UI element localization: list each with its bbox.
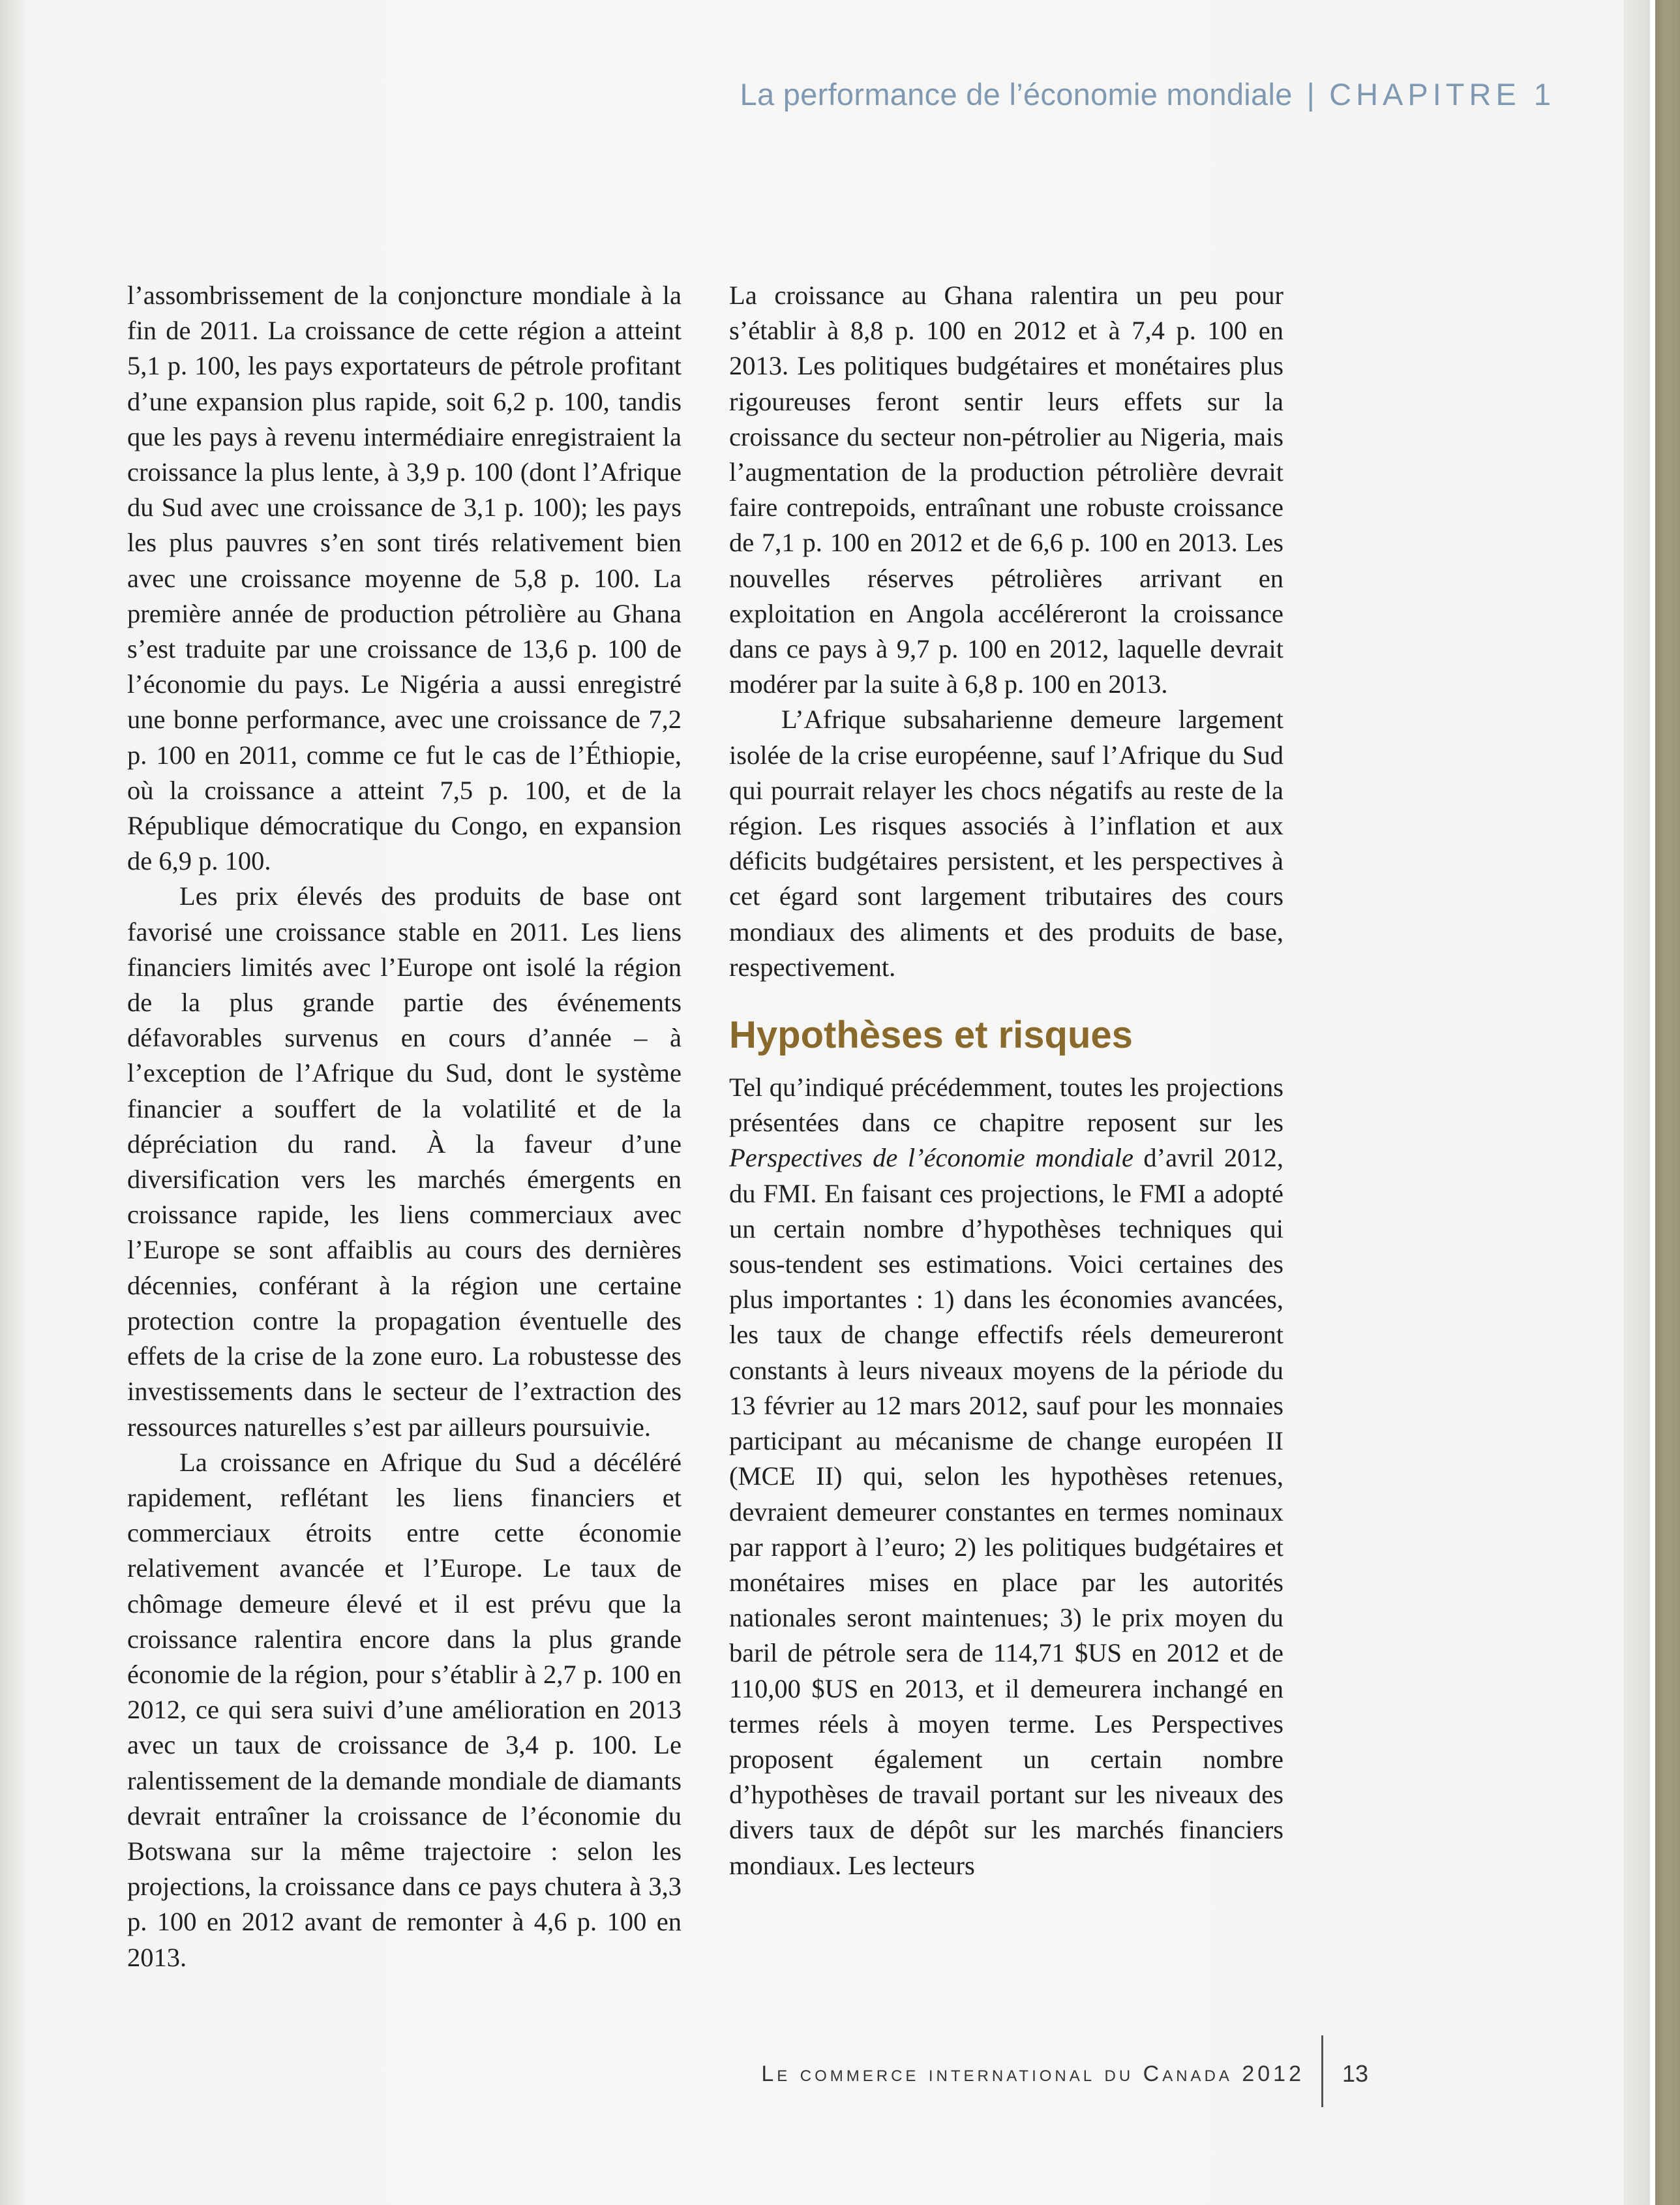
left-text-column — [127, 278, 682, 1975]
header-separator: | — [1306, 77, 1315, 112]
paragraph — [729, 1070, 1283, 1883]
paragraph-text: Tel qu’indiqué précédemment, toutes les projections présentées dans ce chapitre reposent sur les — [729, 1072, 1283, 1138]
publication-title: Perspectives de l’économie mondiale — [729, 1143, 1133, 1173]
paragraph: l’assombrissement de la conjoncture mondiale à la fin de 2011. La croissance de cette région a atteint 5,1 p. 100, les pays exportateurs de pétrole profitant d’une expansion plus rapide, soit 6,2 p. 100, tandis que les pays à revenu intermédiaire enregistraient la croissance la plus lente, à 3,9 p. 100 (dont l’Afrique du Sud avec une croissance de 3,1 p. 100); les pays les plus pauvres s’en sont tirés relativement bien avec une croissance moyenne de 5,8 p. 100. La première année de production pétrolière au Ghana s’est traduite par une croissance de 13,6 p. 100 de l’économie du pays. Le Nigéria a aussi enregistré une bonne performance, avec une croissance de 7,2 p. 100 en 2011, comme ce fut le cas de l’Éthiopie, où la croissance a atteint 7,5 p. 100, et de la République démocratique du Congo, en expansion de 6,9 p. 100. — [127, 281, 682, 876]
paragraph: L’Afrique subsaharienne demeure largement isolée de la crise européenne, sauf l’Afrique du Sud qui pourrait relayer les chocs négatifs au reste de la région. Les risques associés à l’inflation et aux déficits budgétaires persistent, et les perspectives à cet égard sont largement tributaires des cours mondiaux des aliments et des produits de base, respectivement. — [729, 705, 1283, 982]
paragraph: Les prix élevés des produits de base ont favorisé une croissance stable en 2011. Les liens financiers limités avec l’Europe ont isolé la région de la plus grande partie des événements défavorables survenus en cours d’année – à l’exception de l’Afrique du Sud, dont le système financier a souffert de la volatilité et de la dépréciation du rand. À la faveur d’une diversification vers les marchés émergents en croissance rapide, les liens commerciaux avec l’Europe se sont affaiblis au cours des dernières décennies, conférant à la région une certaine protection contre la propagation éventuelle des effets de la crise de la zone euro. La robustesse des investissements dans le secteur de l’extraction des ressources naturelles s’est par ailleurs poursuivie. — [127, 881, 682, 1442]
page-number: 13 — [1342, 2060, 1369, 2087]
background-board — [1655, 0, 1680, 2205]
paragraph: La croissance au Ghana ralentira un peu pour s’établir à 8,8 p. 100 en 2012 et à 7,4 p. 100 en 2013. Les politiques budgétaires et monétaires plus rigoureuses feront sentir leurs effets sur la croissance du secteur non-pétrolier au Nigeria, mais l’augmentation de la production pétrolière devrait faire contrepoids, entraînant une robuste croissance de 7,1 p. 100 en 2012 et de 6,6 p. 100 en 2013. Les nouvelles réserves pétrolières arrivant en exploitation en Angola accéléreront la croissance dans ce pays à 9,7 p. 100 en 2012, laquelle devrait modérer par la suite à 6,8 p. 100 en 2013. — [729, 281, 1283, 699]
footer-publication-title: Le commerce international du Canada 2012 — [761, 2061, 1304, 2086]
paragraph-text: d’avril 2012, du FMI. En faisant ces projections, le FMI a adopté un certain nombre d’hypothèses techniques qui sous-tendent ses estimations. Voici certaines des plus importantes : 1) dans les économies avancées, les taux de change effectifs réels demeureront constants à leurs niveaux moyens de la période du 13 février au 12 mars 2012, sauf pour les monnaies participant au mécanisme de change européen II (MCE II) qui, selon les hypothèses retenues, devraient demeurer constantes en termes nominaux par rapport à l’euro; 2) les politiques budgétaires et monétaires mises en place par les autorités nationales seront maintenues; 3) le prix moyen du baril de pétrole sera de 114,71 $US en 2012 et de 110,00 $US en 2013, et il demeurera inchangé en termes réels à moyen terme. Les Perspectives proposent également un certain nombre d’hypothèses de travail portant sur les niveaux des divers taux de dépôt sur les marchés financiers mondiaux. Les lecteurs — [729, 1143, 1283, 1880]
header-section-title: La performance de l’économie mondiale — [740, 77, 1293, 112]
header-chapter-label: CHAPITRE 1 — [1329, 77, 1555, 112]
footer-divider — [1321, 2035, 1323, 2107]
right-text-column — [729, 278, 1283, 1883]
paragraph: La croissance en Afrique du Sud a décéléré rapidement, reflétant les liens financiers et commerciaux étroits entre cette économie relativement avancée et l’Europe. Le taux de chômage demeure élevé et il est prévu que la croissance ralentira encore dans la plus grande économie de la région, pour s’établir à 2,7 p. 100 en 2012, ce qui sera suivi d’une amélioration en 2013 avec un taux de croissance de 3,4 p. 100. Le ralentissement de la demande mondiale de diamants devrait entraîner la croissance de l’économie du Botswana sur la même trajectoire : selon les projections, la croissance dans ce pays chutera à 3,3 p. 100 en 2012 avant de remonter à 4,6 p. 100 en 2013. — [127, 1447, 682, 1972]
section-heading: Hypothèses et risques — [729, 1014, 1133, 1057]
page-edge — [1624, 0, 1650, 2205]
running-header — [652, 76, 1555, 122]
page-gutter-shadow — [0, 0, 26, 2205]
